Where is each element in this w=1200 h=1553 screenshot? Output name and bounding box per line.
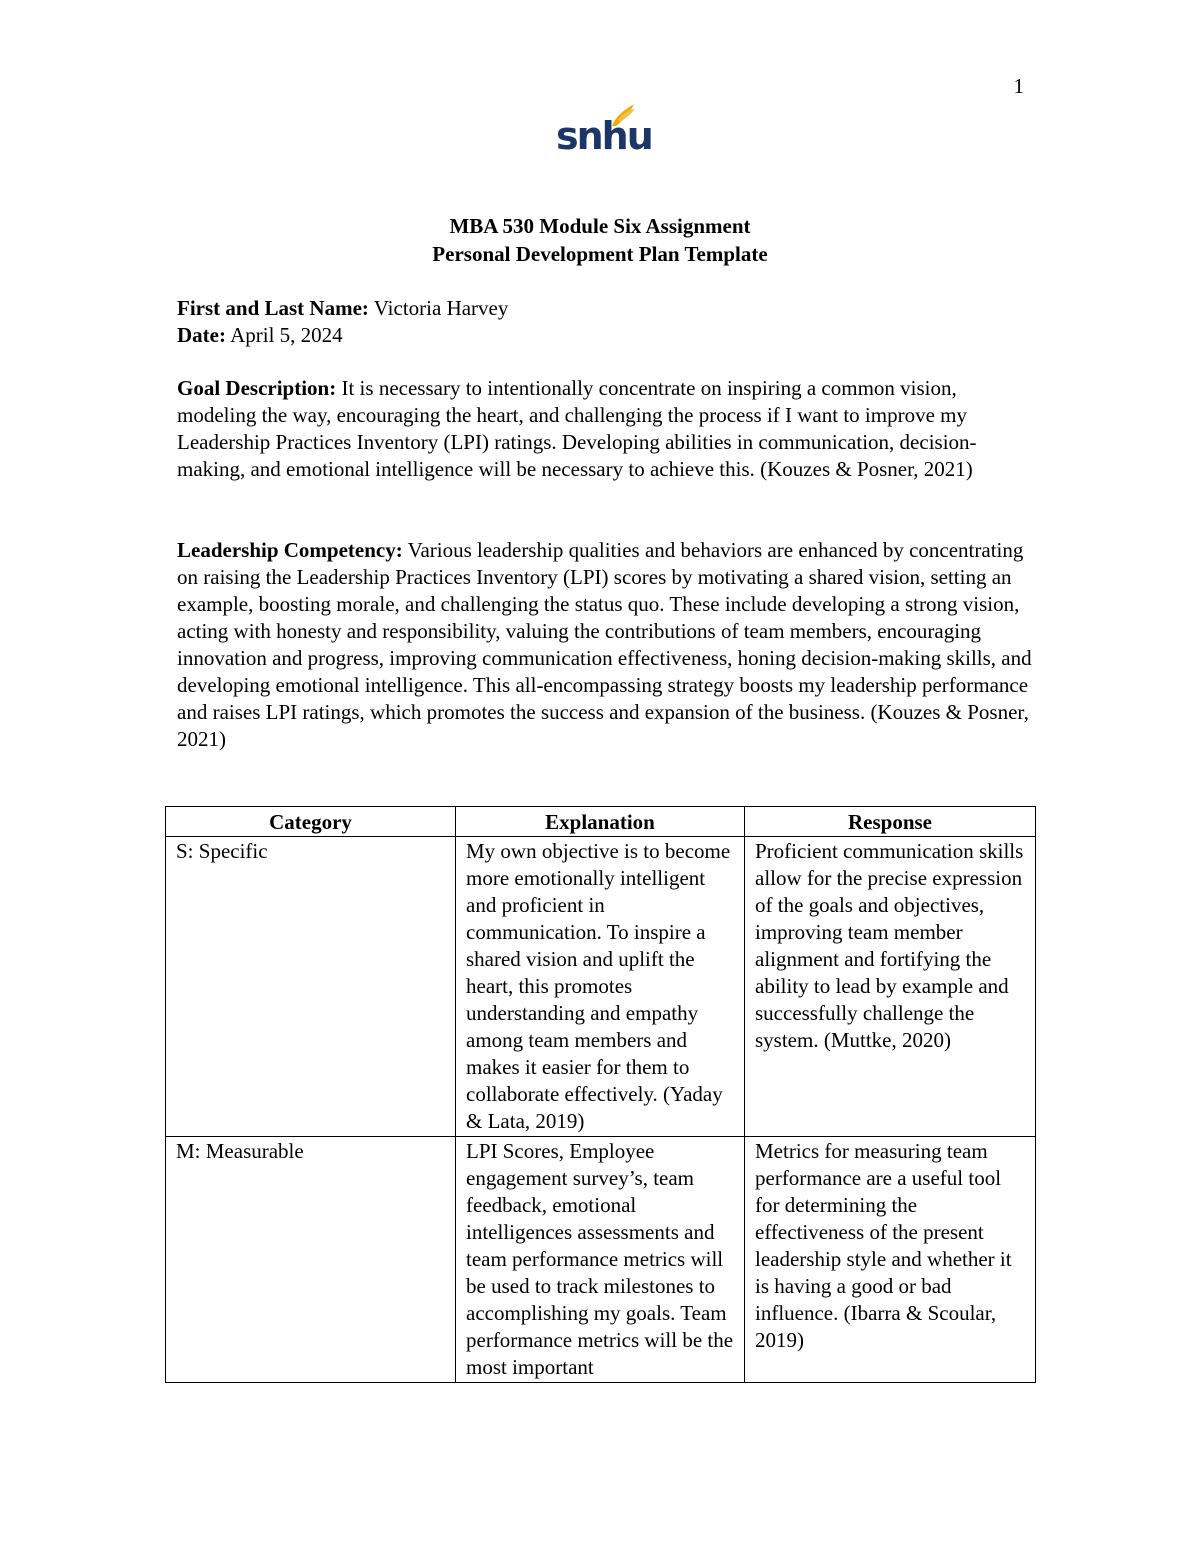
table-header-row [166, 807, 1036, 837]
title-line-1: MBA 530 Module Six Assignment [449, 214, 751, 238]
response-cell: Proficient communication skills allow for the precise expression of the goals and objectives, improving team member alignment and fortifying the ability to lead by example and successfully challenge the system. (Muttke, 2020) [745, 837, 1036, 1137]
competency-text: Various leadership qualities and behaviors are enhanced by concentrating on raising the Leadership Practices Inventory (LPI) scores by motivating a shared vision, setting an example, boosting morale, and challenging the status quo. These include developing a strong vision, acting with honesty and responsibility, valuing the contributions of team members, encouraging innovation and progress, improving communication effectiveness, honing decision-making skills, and developing emotional intelligence. This all-encompassing strategy boosts my leadership performance and raises LPI ratings, which promotes the success and expansion of the business. (Kouzes & Posner, 2021) [177, 538, 1032, 751]
document-title [0, 212, 1200, 268]
name-label: First and Last Name: [177, 296, 369, 320]
competency-label: Leadership Competency: [177, 538, 403, 562]
date-row [177, 322, 508, 349]
leadership-competency [177, 537, 1037, 753]
goal-label: Goal Description: [177, 376, 337, 400]
header-response: Response [745, 807, 1036, 837]
response-cell: Metrics for measuring team performance are a useful tool for determining the effectiveness of the present leadership style and whether it is having a good or bad influence. (Ibarra & Scoular, 2019) [745, 1137, 1036, 1383]
header-explanation: Explanation [456, 807, 745, 837]
table-row [166, 1137, 1036, 1383]
goal-description [177, 375, 1037, 483]
logo-text: snhu [556, 114, 652, 158]
table-row [166, 837, 1036, 1137]
category-cell: M: Measurable [166, 1137, 456, 1383]
date-label: Date: [177, 323, 226, 347]
header-category: Category [166, 807, 456, 837]
explanation-cell: My own objective is to become more emotionally intelligent and proficient in communication. To inspire a shared vision and uplift the heart, this promotes understanding and empathy among team members and makes it easier for them to collaborate effectively. (Yaday & Lata, 2019) [456, 837, 745, 1137]
explanation-cell: LPI Scores, Employee engagement survey’s, team feedback, emotional intelligences assessments and team performance metrics will be used to track milestones to accomplishing my goals. Team performance metrics will be the most important [456, 1137, 745, 1383]
category-cell: S: Specific [166, 837, 456, 1137]
page-number: 1 [1013, 74, 1024, 98]
title-line-2: Personal Development Plan Template [432, 242, 768, 266]
student-info [177, 295, 508, 349]
name-value: Victoria Harvey [373, 296, 509, 320]
date-value: April 5, 2024 [230, 323, 343, 347]
goal-text: It is necessary to intentionally concentrate on inspiring a common vision, modeling the way, encouraging the heart, and challenging the process if I want to improve my Leadership Practices Inventory (LPI) ratings. Developing abilities in communication, decision-making, and emotional intelligence will be necessary to achieve this. (Kouzes & Posner, 2021) [177, 376, 977, 481]
smart-goal-table [165, 806, 1036, 1383]
snhu-logo [552, 100, 652, 164]
name-row [177, 295, 508, 322]
